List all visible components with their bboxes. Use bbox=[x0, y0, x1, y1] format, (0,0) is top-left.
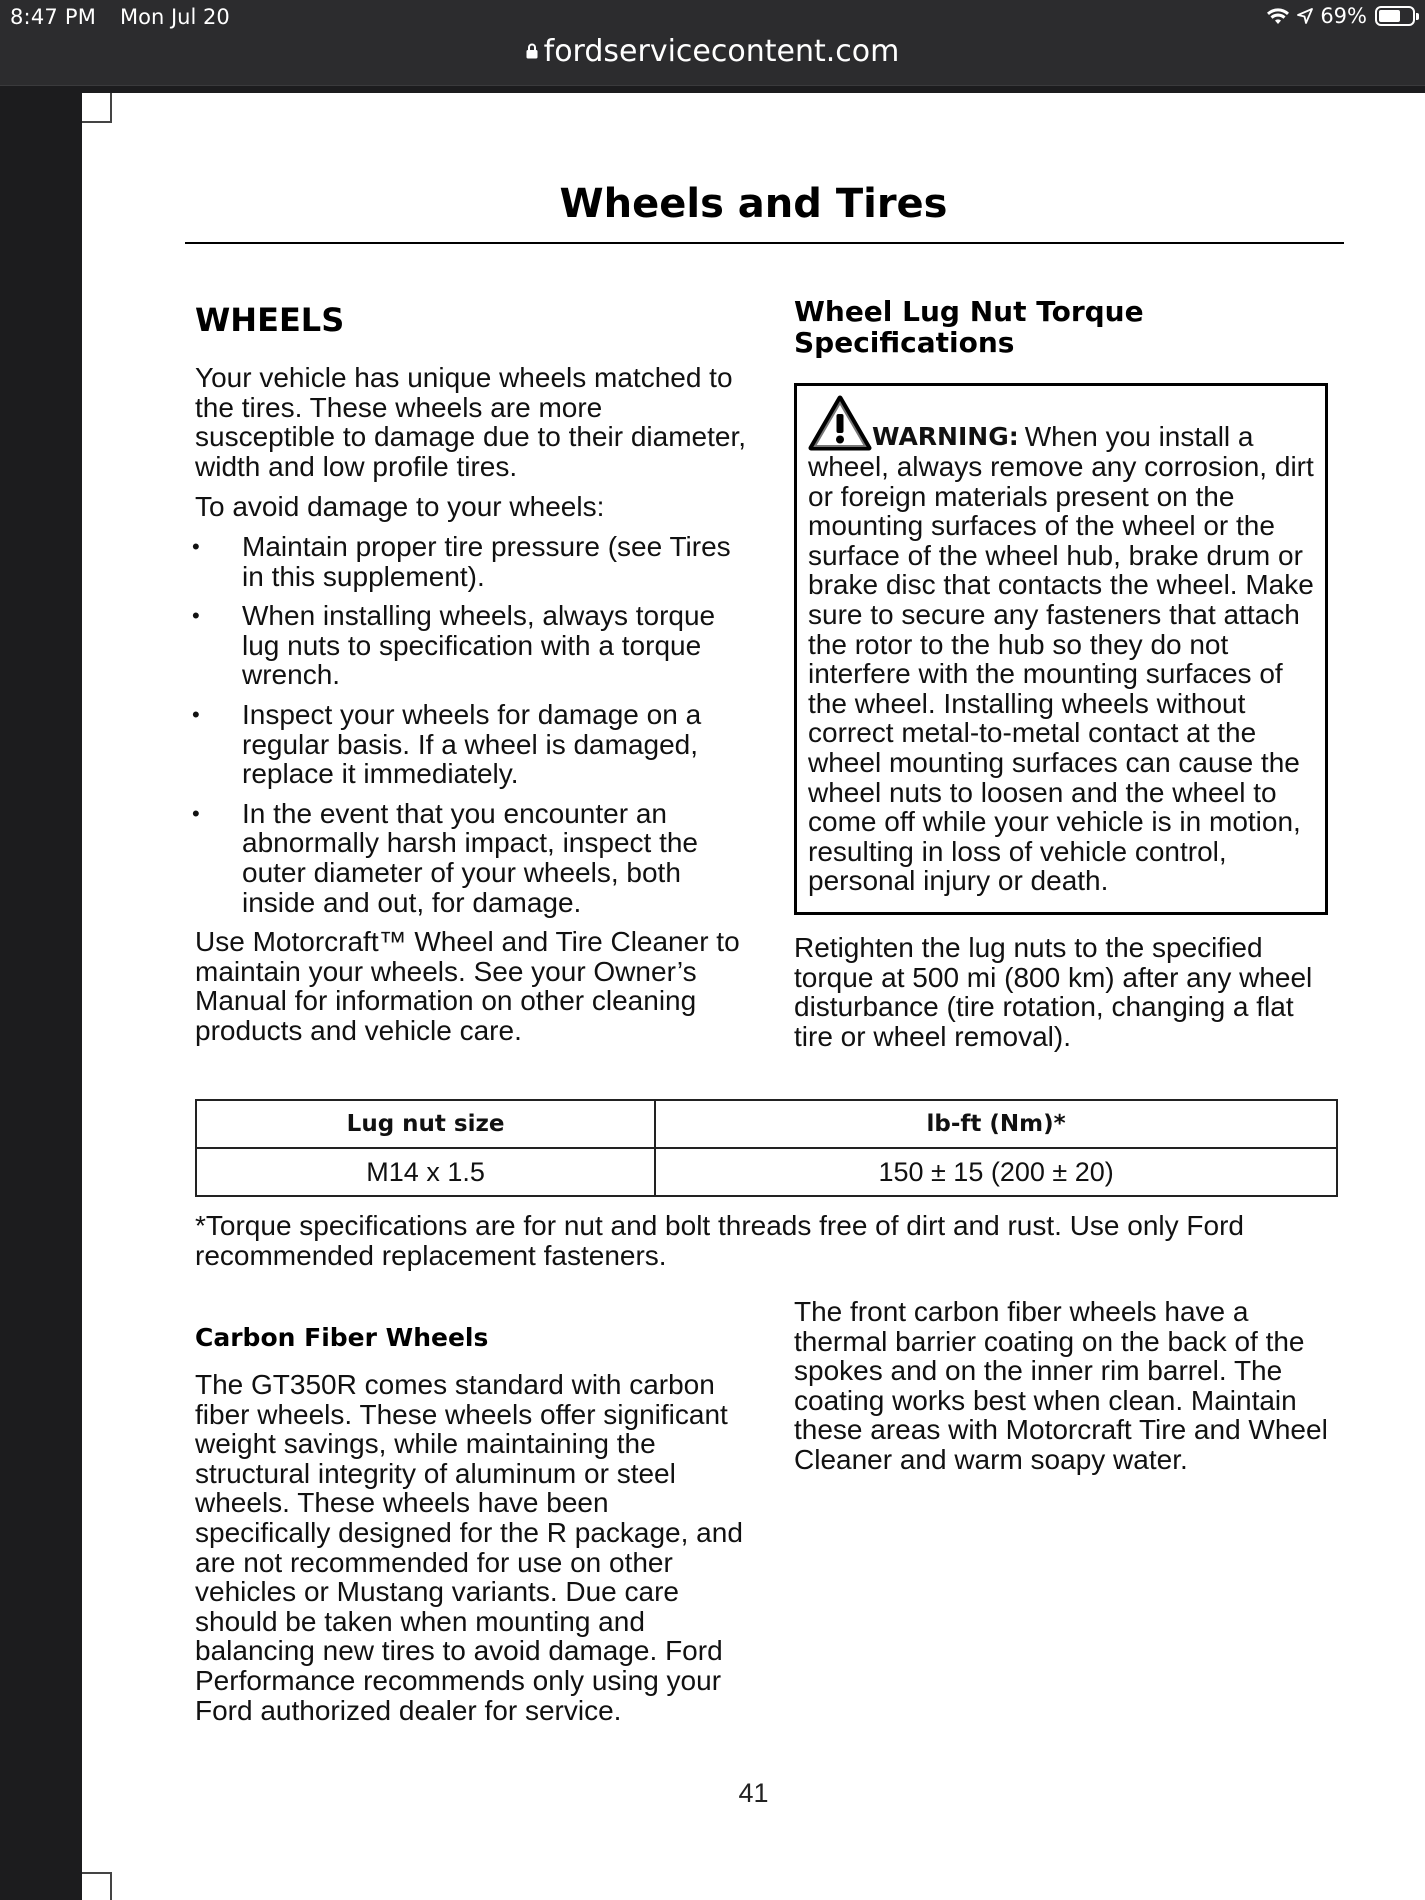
status-date: Mon Jul 20 bbox=[120, 5, 230, 29]
location-arrow-icon bbox=[1296, 7, 1314, 25]
list-item: • Inspect your wheels for damage on a regular basis. If a wheel is damaged, replace it immediately. bbox=[192, 698, 702, 790]
status-time: 8:47 PM bbox=[10, 5, 97, 29]
table-footnote: *Torque specifications are for nut and bolt threads free of dirt and rust. Use only Ford recommended replacement fasteners. bbox=[195, 1210, 1245, 1271]
list-item: • In the event that you encounter an abnormally harsh impact, inspect the outer diameter of your wheels, both inside and out, for damage. bbox=[192, 797, 698, 918]
wheels-heading: WHEELS bbox=[195, 301, 345, 339]
warning-triangle-icon bbox=[808, 394, 872, 452]
title-divider bbox=[185, 242, 1344, 244]
document-page bbox=[82, 93, 1425, 1900]
crop-mark-bottom bbox=[82, 1872, 112, 1900]
address-bar[interactable] bbox=[0, 34, 1425, 70]
browser-top-bar bbox=[0, 0, 1425, 86]
table-cell: 150 ± 15 (200 ± 20) bbox=[655, 1148, 1337, 1196]
page-number: 41 bbox=[738, 1778, 769, 1808]
wifi-icon bbox=[1266, 7, 1290, 25]
warning-first-line bbox=[808, 394, 1315, 452]
list-item: • When installing wheels, always torque lug nuts to specification with a torque wrench. bbox=[192, 600, 716, 691]
battery-icon bbox=[1375, 6, 1415, 26]
wheels-bullet-list bbox=[192, 530, 750, 918]
lock-icon bbox=[526, 32, 538, 67]
battery-percent: 69% bbox=[1320, 4, 1367, 28]
table-cell: M14 x 1.5 bbox=[196, 1148, 655, 1196]
table-row bbox=[196, 1148, 1337, 1196]
warning-box bbox=[794, 383, 1328, 915]
warning-text-start: When you install a bbox=[1024, 421, 1254, 453]
wheels-intro: Your vehicle has unique wheels matched to the tires. These wheels are more susceptible to damage due to their diameter, width and low profile tires. bbox=[195, 362, 747, 482]
carbon-body: The GT350R comes standard with carbon fiber wheels. These wheels offer significant weight savings, while maintaining the structural integrity of aluminum or steel wheels. These wheels have been specifically designed for the R package, and are not recommended for use on other vehicles or Mustang variants. Due care should be taken when mounting and balancing new tires to avoid damage. Ford Performance recommends only using your Ford authorized dealer for service. bbox=[195, 1369, 743, 1726]
page-title: Wheels and Tires bbox=[559, 181, 948, 227]
status-indicators bbox=[1266, 4, 1415, 28]
url-text: fordservicecontent.com bbox=[543, 34, 900, 69]
crop-mark-top bbox=[82, 93, 112, 123]
torque-heading: Wheel Lug Nut Torque Specifications bbox=[794, 295, 1144, 359]
carbon-coating-note: The front carbon fiber wheels have a thermal barrier coating on the back of the spokes and on the inner rim barrel. The coating works best when clean. Maintain these areas with Motorcraft Tire and Wheel Cleaner and warm soapy water. bbox=[794, 1296, 1328, 1475]
wheels-cleaner-note: Use Motorcraft™ Wheel and Tire Cleaner to maintain your wheels. See your Owner’s Manual for information on other cleaning products and vehicle care. bbox=[195, 926, 740, 1046]
carbon-heading: Carbon Fiber Wheels bbox=[195, 1323, 489, 1352]
torque-table bbox=[195, 1099, 1338, 1197]
retighten-note: Retighten the lug nuts to the specified torque at 500 mi (800 km) after any wheel disturbance (tire rotation, changing a flat tire or wheel removal). bbox=[794, 932, 1313, 1052]
warning-label: WARNING: bbox=[872, 422, 1019, 452]
table-header-row bbox=[196, 1100, 1337, 1148]
column-header: lb-ft (Nm)* bbox=[655, 1100, 1337, 1148]
list-item: • Maintain proper tire pressure (see Tires in this supplement). bbox=[192, 530, 731, 592]
column-header: Lug nut size bbox=[196, 1100, 655, 1148]
wheels-lead: To avoid damage to your wheels: bbox=[195, 491, 605, 523]
wheels-section bbox=[192, 362, 750, 1046]
warning-text: wheel, always remove any corrosion, dirt or foreign materials present on the mounting surfaces of the wheel or the surface of the wheel hub, brake drum or brake disc that contacts the wheel. Make sure to secure any fasteners that attach the rotor to the hub so they do not interfere with the mounting surfaces of the wheel. Installing wheels without correct metal-to-metal contact at the wheel mounting surfaces can cause the wheel nuts to loosen and the wheel to come off while your vehicle is in motion, resulting in loss of vehicle control, personal injury or death. bbox=[808, 451, 1314, 897]
